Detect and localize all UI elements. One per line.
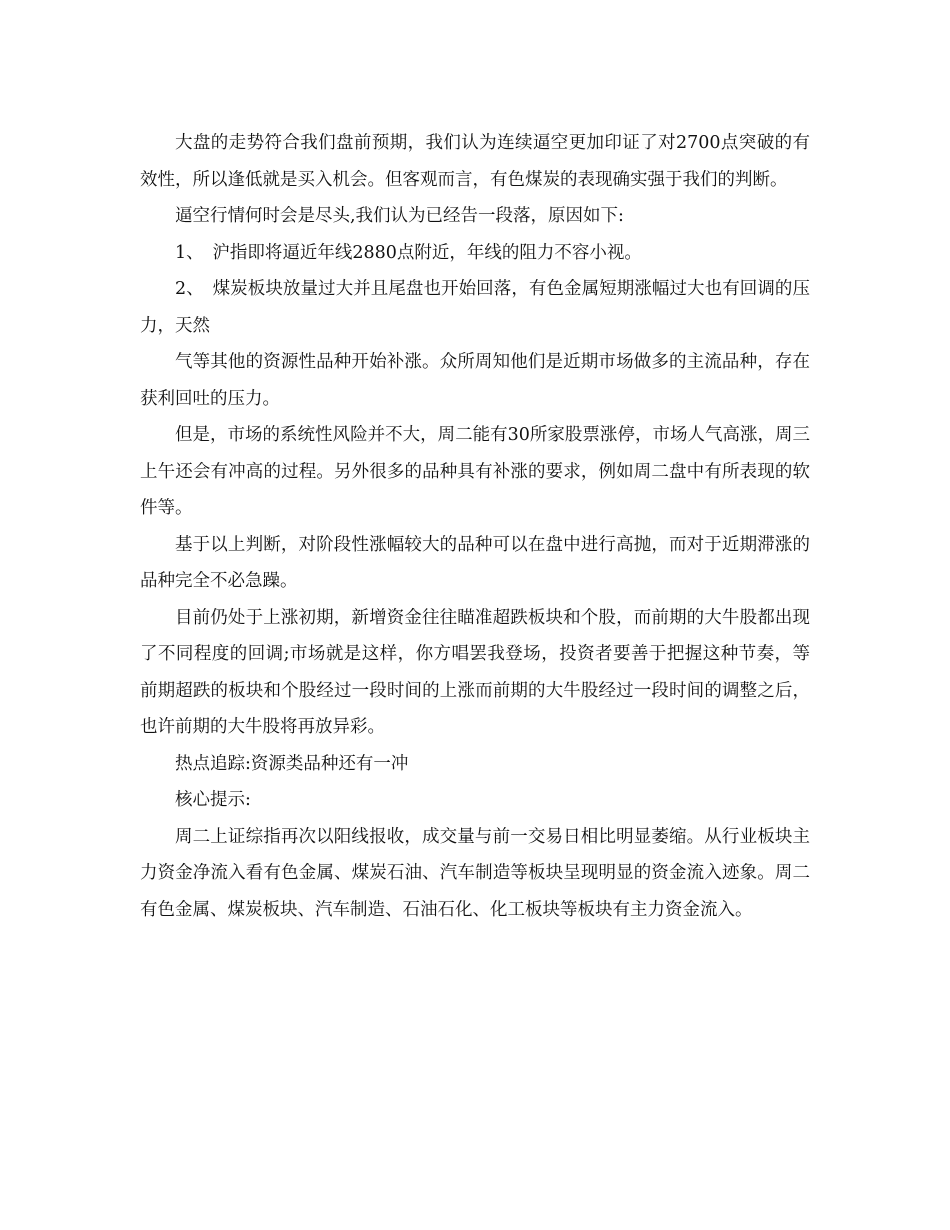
section-heading-hot-spots: 热点追踪:资源类品种还有一冲 (175, 753, 409, 774)
document-body (140, 125, 810, 928)
paragraph-early-rally: 目前仍处于上涨初期，新增资金往往瞄准超跌板块和个股，而前期的大牛股都出现了不同程度的回调;市场就是这样，你方唱罢我登场，投资者要善于把握这种节奏，等前期超跌的板块和个股经过一段时间的上涨而前期的大牛股经过一段时间的调整之后，也许前期的大牛股将再放异彩。 (140, 607, 810, 737)
section-heading-core-tips: 核心提示: (175, 790, 251, 810)
paragraph-systemic-risk: 但是，市场的系统性风险并不大，周二能有30所家股票涨停，市场人气高涨，周三上午还会有冲高的过程。另外很多的品种具有补涨的要求，例如周二盘中有所表现的软件等。 (140, 425, 810, 518)
paragraph-reason-1: 1、 沪指即将逼近年线2880点附近，年线的阻力不容小视。 (175, 242, 642, 263)
paragraph-judgment: 基于以上判断，对阶段性涨幅较大的品种可以在盘中进行高抛，而对于近期滞涨的品种完全不必急躁。 (140, 534, 810, 591)
paragraph-reason-2: 2、 煤炭板块放量过大并且尾盘也开始回落，有色金属短期涨幅过大也有回调的压力，天然 (140, 279, 810, 336)
paragraph-rally-end: 逼空行情何时会是尽头,我们认为已经告一段落，原因如下: (175, 206, 624, 226)
paragraph-reason-2-continued: 气等其他的资源性品种开始补涨。众所周知他们是近期市场做多的主流品种，存在获利回吐的压力。 (140, 352, 810, 409)
paragraph-market-trend: 大盘的走势符合我们盘前预期，我们认为连续逼空更加印证了对2700点突破的有效性，所以逢低就是买入机会。但客观而言，有色煤炭的表现确实强于我们的判断。 (140, 133, 810, 190)
paragraph-capital-flow: 周二上证综指再次以阳线报收，成交量与前一交易日相比明显萎缩。从行业板块主力资金净流入看有色金属、煤炭石油、汽车制造等板块呈现明显的资金流入迹象。周二有色金属、煤炭板块、汽车制造、石油石化、化工板块等板块有主力资金流入。 (140, 826, 810, 920)
